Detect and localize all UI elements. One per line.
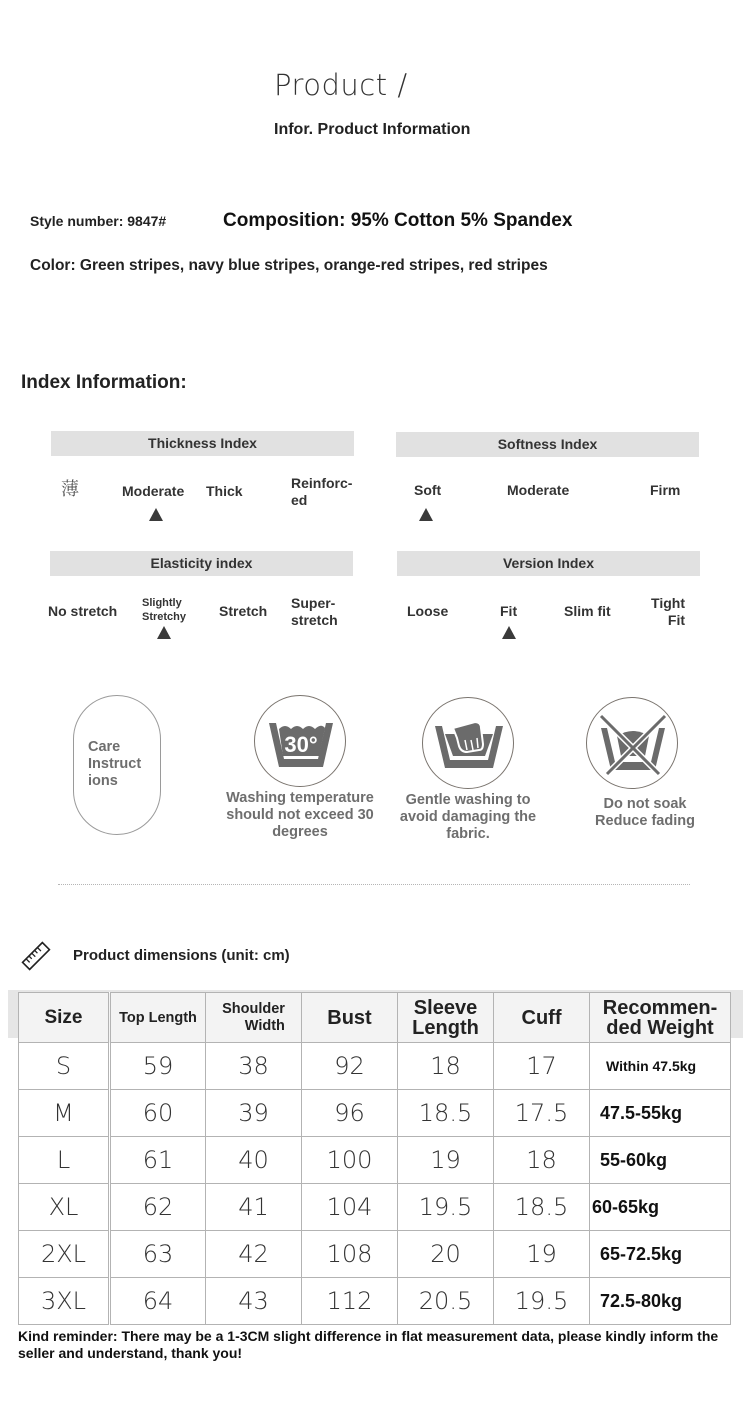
cell-sleeve-length: 19.5 bbox=[398, 1184, 494, 1231]
col-cuff: Cuff bbox=[494, 993, 590, 1043]
care-instructions-label: Care Instruct ions bbox=[88, 739, 142, 789]
cell-size: 2XL bbox=[19, 1231, 110, 1278]
version-option-fit: Fit bbox=[500, 603, 518, 619]
table-header-row bbox=[19, 993, 731, 1043]
kind-reminder: Kind reminder: There may be a 1-3CM slight difference in flat measurement data, please kindly inform the seller and understand, thank you! bbox=[18, 1328, 719, 1361]
table-row bbox=[19, 1184, 731, 1231]
do-not-soak-icon bbox=[587, 698, 679, 790]
elasticity-option-no-stretch: No stretch bbox=[48, 603, 118, 619]
section-divider bbox=[58, 884, 690, 885]
dimensions-title: Product dimensions (unit: cm) bbox=[73, 947, 290, 964]
thickness-option-moderate: Moderate bbox=[122, 483, 185, 499]
cell-size: M bbox=[19, 1090, 110, 1137]
cell-sleeve-length: 20.5 bbox=[398, 1278, 494, 1325]
softness-selected-marker-icon bbox=[419, 508, 433, 521]
cell-cuff: 19 bbox=[494, 1231, 590, 1278]
softness-option-moderate: Moderate bbox=[507, 482, 570, 498]
table-row bbox=[19, 1090, 731, 1137]
softness-option-soft: Soft bbox=[414, 482, 442, 498]
cell-sleeve-length: 18 bbox=[398, 1043, 494, 1090]
cell-cuff: 17.5 bbox=[494, 1090, 590, 1137]
care-item-wash-30 bbox=[254, 695, 346, 787]
care-caption-do-not-soak: Do not soak Reduce fading bbox=[595, 796, 695, 829]
cell-recommended-weight: 65-72.5kg bbox=[590, 1231, 731, 1278]
elasticity-selected-marker-icon bbox=[157, 626, 171, 639]
cell-shoulder-width: 40 bbox=[206, 1137, 302, 1184]
version-option-slim-fit: Slim fit bbox=[564, 603, 611, 619]
ruler-icon bbox=[20, 940, 52, 972]
col-shoulder-width-label: Shoulder Width bbox=[222, 1000, 285, 1034]
cell-shoulder-width: 42 bbox=[206, 1231, 302, 1278]
thickness-option-thick: Thick bbox=[206, 483, 243, 499]
cell-top-length: 62 bbox=[110, 1184, 206, 1231]
version-option-loose: Loose bbox=[407, 603, 449, 619]
col-top-length: Top Length bbox=[110, 993, 206, 1043]
cell-top-length: 59 bbox=[110, 1043, 206, 1090]
table-row bbox=[19, 1278, 731, 1325]
cell-size: S bbox=[19, 1043, 110, 1090]
cell-recommended-weight: Within 47.5kg bbox=[590, 1043, 731, 1090]
version-option-tight-fit: Tight Fit bbox=[651, 595, 685, 628]
cell-bust: 100 bbox=[302, 1137, 398, 1184]
cell-shoulder-width: 38 bbox=[206, 1043, 302, 1090]
cell-cuff: 19.5 bbox=[494, 1278, 590, 1325]
cell-sleeve-length: 18.5 bbox=[398, 1090, 494, 1137]
softness-index-title: Softness Index bbox=[396, 432, 699, 457]
table-row bbox=[19, 1043, 731, 1090]
col-size: Size bbox=[19, 993, 110, 1043]
cell-size: XL bbox=[19, 1184, 110, 1231]
cell-recommended-weight: 55-60kg bbox=[590, 1137, 731, 1184]
composition: Composition: 95% Cotton 5% Spandex bbox=[223, 210, 573, 231]
cell-bust: 112 bbox=[302, 1278, 398, 1325]
cell-recommended-weight: 72.5-80kg bbox=[590, 1278, 731, 1325]
cell-cuff: 18 bbox=[494, 1137, 590, 1184]
col-shoulder-width bbox=[206, 993, 302, 1043]
wash-temp-badge: 30° bbox=[284, 732, 318, 757]
cell-bust: 104 bbox=[302, 1184, 398, 1231]
care-item-hand-wash bbox=[422, 697, 514, 789]
cell-top-length: 64 bbox=[110, 1278, 206, 1325]
softness-option-firm: Firm bbox=[650, 482, 681, 498]
col-sleeve-length: Sleeve Length bbox=[398, 993, 494, 1043]
version-index-title: Version Index bbox=[397, 551, 700, 576]
cell-top-length: 63 bbox=[110, 1231, 206, 1278]
elasticity-option-super-stretch: Super- stretch bbox=[291, 595, 338, 628]
cell-cuff: 17 bbox=[494, 1043, 590, 1090]
cell-top-length: 60 bbox=[110, 1090, 206, 1137]
thickness-option-reinforced: Reinforc- ed bbox=[291, 475, 353, 508]
hand-wash-icon bbox=[423, 698, 515, 790]
table-row bbox=[19, 1231, 731, 1278]
page-title: Product / bbox=[274, 68, 408, 102]
thickness-option-thin: 薄 bbox=[61, 479, 79, 499]
cell-shoulder-width: 43 bbox=[206, 1278, 302, 1325]
version-selected-marker-icon bbox=[502, 626, 516, 639]
wash-30-degrees-icon bbox=[255, 696, 347, 788]
cell-size: 3XL bbox=[19, 1278, 110, 1325]
cell-bust: 108 bbox=[302, 1231, 398, 1278]
thickness-index-title: Thickness Index bbox=[51, 431, 354, 456]
cell-cuff: 18.5 bbox=[494, 1184, 590, 1231]
table-row bbox=[19, 1137, 731, 1184]
color-options: Color: Green stripes, navy blue stripes, orange-red stripes, red stripes bbox=[30, 257, 548, 274]
elasticity-index-title: Elasticity index bbox=[50, 551, 353, 576]
cell-bust: 92 bbox=[302, 1043, 398, 1090]
cell-sleeve-length: 19 bbox=[398, 1137, 494, 1184]
care-item-do-not-soak bbox=[586, 697, 678, 789]
col-bust: Bust bbox=[302, 993, 398, 1043]
cell-recommended-weight: 60-65kg bbox=[590, 1184, 731, 1231]
size-chart-table bbox=[18, 992, 731, 1325]
elasticity-option-slightly-stretchy: Slightly Stretchy bbox=[142, 597, 187, 623]
cell-size: L bbox=[19, 1137, 110, 1184]
cell-recommended-weight: 47.5-55kg bbox=[590, 1090, 731, 1137]
col-recommended-weight: Recommen- ded Weight bbox=[590, 993, 731, 1043]
page-subtitle: Infor. Product Information bbox=[274, 121, 471, 138]
cell-sleeve-length: 20 bbox=[398, 1231, 494, 1278]
thickness-selected-marker-icon bbox=[149, 508, 163, 521]
cell-bust: 96 bbox=[302, 1090, 398, 1137]
cell-shoulder-width: 39 bbox=[206, 1090, 302, 1137]
cell-top-length: 61 bbox=[110, 1137, 206, 1184]
style-number: Style number: 9847# bbox=[30, 213, 167, 229]
care-caption-gentle-wash: Gentle washing to avoid damaging the fabric. bbox=[399, 792, 537, 842]
elasticity-option-stretch: Stretch bbox=[219, 603, 268, 619]
care-caption-wash-temp: Washing temperature should not exceed 30 degrees bbox=[226, 790, 374, 840]
cell-shoulder-width: 41 bbox=[206, 1184, 302, 1231]
index-heading: Index Information: bbox=[21, 372, 187, 393]
